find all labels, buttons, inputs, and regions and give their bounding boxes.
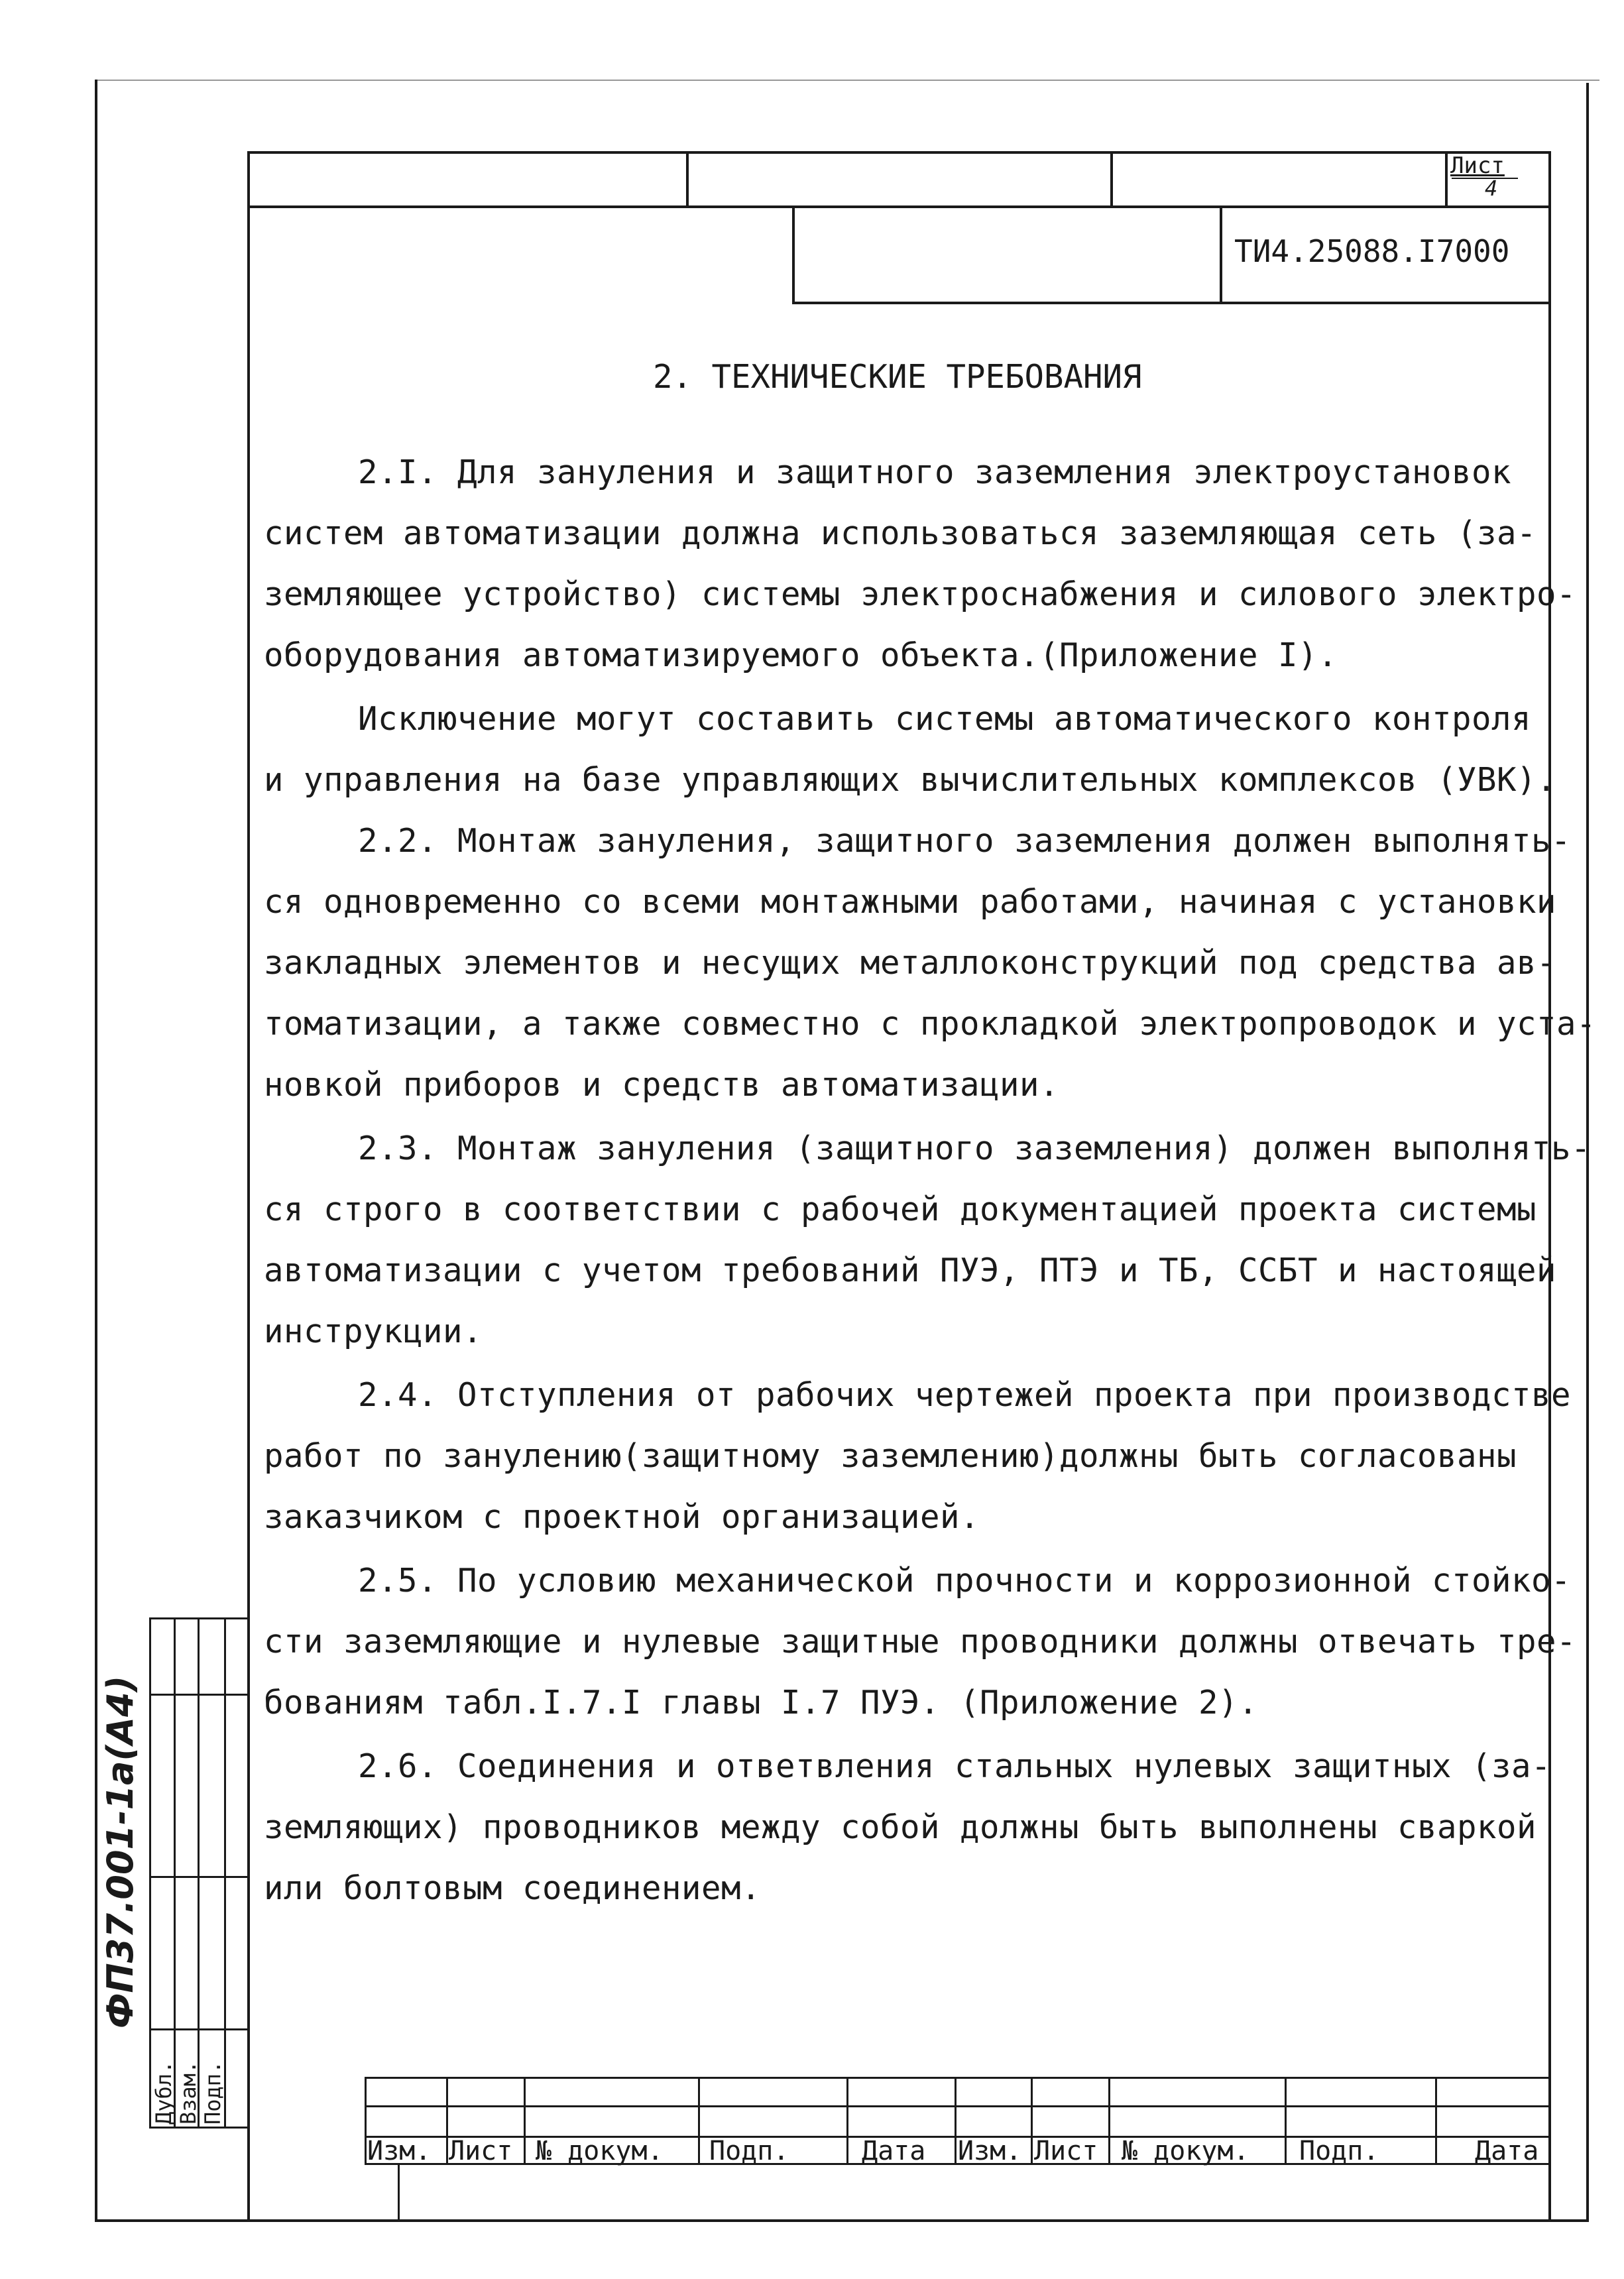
- side-strip-row-1: [149, 1694, 249, 1696]
- text-line: и управления на базе управляющих вычислительных комплексов (УВК).: [264, 761, 1557, 799]
- header-div-4: [792, 205, 795, 304]
- side-label-podp: Подп.: [200, 2060, 225, 2125]
- outer-frame-left: [95, 80, 97, 2221]
- text-line: закладных элементов и несущих металлоконструкций под средства ав-: [264, 944, 1557, 982]
- side-strip-bottom: [149, 2127, 249, 2129]
- text-line: оборудования автоматизируемого объекта.(Приложение I).: [264, 636, 1338, 674]
- text-line: сти заземляющие и нулевые защитные проводники должны отвечать тре-: [264, 1623, 1577, 1661]
- stamp-col-2: [524, 2077, 526, 2165]
- header-div-1: [686, 151, 689, 207]
- stamp-header-date-2: Дата: [1475, 2136, 1539, 2166]
- stamp-header-doc-2: № докум.: [1122, 2136, 1249, 2166]
- stamp-col-4: [846, 2077, 848, 2165]
- side-label-vzam: Взам.: [176, 2060, 201, 2125]
- text-line: ся одновременно со всеми монтажными работами, начиная с установки: [264, 883, 1557, 921]
- stamp-header-doc-1: № докум.: [536, 2136, 664, 2166]
- header-div-5: [1220, 205, 1222, 304]
- stamp-header-list-1: Лист: [449, 2136, 513, 2166]
- inner-frame-left: [247, 151, 250, 2219]
- stamp-header-sign-1: Подп.: [709, 2136, 789, 2166]
- document-code: ТИ4.25088.I7000: [1234, 233, 1510, 269]
- side-strip-row-2: [149, 1876, 249, 1878]
- text-line: томатизации, а также совместно с прокладкой электропроводок и уста-: [264, 1005, 1597, 1043]
- side-label-dubl: Дубл.: [151, 2060, 176, 2125]
- stamp-header-izm-2: Изм.: [958, 2136, 1022, 2166]
- text-line: или болтовым соединением.: [264, 1869, 762, 1907]
- text-line: 2.2. Монтаж зануления, защитного заземления должен выполнять-: [358, 822, 1572, 860]
- text-line: 2.3. Монтаж зануления (защитного заземления) должен выполнять-: [358, 1130, 1592, 1167]
- stamp-row-line-1: [365, 2077, 1550, 2079]
- side-strip-top: [149, 1617, 249, 1619]
- header-mid-line: [247, 205, 1550, 208]
- sheet-number: 4: [1485, 176, 1498, 201]
- header-div-2: [1110, 151, 1113, 207]
- header-bottom-line: [792, 302, 1550, 304]
- stamp-col-0b: [398, 2165, 400, 2221]
- header-div-3: [1445, 151, 1448, 207]
- text-line: инструкции.: [264, 1313, 483, 1350]
- stamp-col-3: [698, 2077, 700, 2165]
- text-line: Исключение могут составить системы автоматического контроля: [358, 700, 1532, 738]
- header-top-line: [247, 151, 1550, 154]
- outer-frame-top: [95, 80, 1599, 81]
- stamp-header-sign-2: Подп.: [1299, 2136, 1379, 2166]
- stamp-header-list-2: Лист: [1034, 2136, 1098, 2166]
- text-line: работ по занулению(защитному заземлению)должны быть согласованы: [264, 1437, 1517, 1475]
- text-line: автоматизации с учетом требований ПУЭ, ПТЭ и ТБ, ССБТ и настоящей: [264, 1252, 1557, 1289]
- stamp-col-1: [446, 2077, 448, 2165]
- form-code: ФП37.001-1а(А4): [99, 1675, 141, 2028]
- text-line: ся строго в соответствии с рабочей документацией проекта системы: [264, 1191, 1537, 1228]
- stamp-col-8: [1285, 2077, 1287, 2165]
- section-title: 2. ТЕХНИЧЕСКИЕ ТРЕБОВАНИЯ: [653, 358, 1142, 396]
- text-line: заказчиком с проектной организацией.: [264, 1498, 980, 1536]
- stamp-col-5: [955, 2077, 957, 2165]
- text-line: 2.6. Соединения и ответвления стальных нулевых защитных (за-: [358, 1747, 1552, 1785]
- text-line: новкой приборов и средств автоматизации.: [264, 1066, 1060, 1104]
- stamp-header-izm-1: Изм.: [367, 2136, 432, 2166]
- text-line: земляющих) проводников между собой должны быть выполнены сваркой: [264, 1808, 1537, 1846]
- stamp-col-9: [1435, 2077, 1437, 2165]
- text-line: бованиям табл.I.7.I главы I.7 ПУЭ. (Приложение 2).: [264, 1684, 1259, 1722]
- outer-frame-bottom: [95, 2219, 1589, 2222]
- sheet-label: Лист: [1450, 152, 1505, 179]
- stamp-col-7: [1108, 2077, 1110, 2165]
- text-line: 2.I. Для зануления и защитного заземления электроустановок: [358, 453, 1512, 491]
- text-line: 2.4. Отступления от рабочих чертежей проекта при производстве: [358, 1376, 1572, 1414]
- stamp-col-0: [365, 2077, 367, 2165]
- inner-frame-right: [1548, 151, 1551, 2219]
- text-line: систем автоматизации должна использоваться заземляющая сеть (за-: [264, 514, 1537, 552]
- stamp-col-6: [1031, 2077, 1033, 2165]
- text-line: земляющее устройство) системы электроснабжения и силового электро-: [264, 575, 1577, 613]
- side-strip-row-3: [149, 2028, 249, 2030]
- stamp-header-date-1: Дата: [862, 2136, 926, 2166]
- stamp-row-line-2: [365, 2105, 1550, 2107]
- text-line: 2.5. По условию механической прочности и коррозионной стойко-: [358, 1562, 1572, 1600]
